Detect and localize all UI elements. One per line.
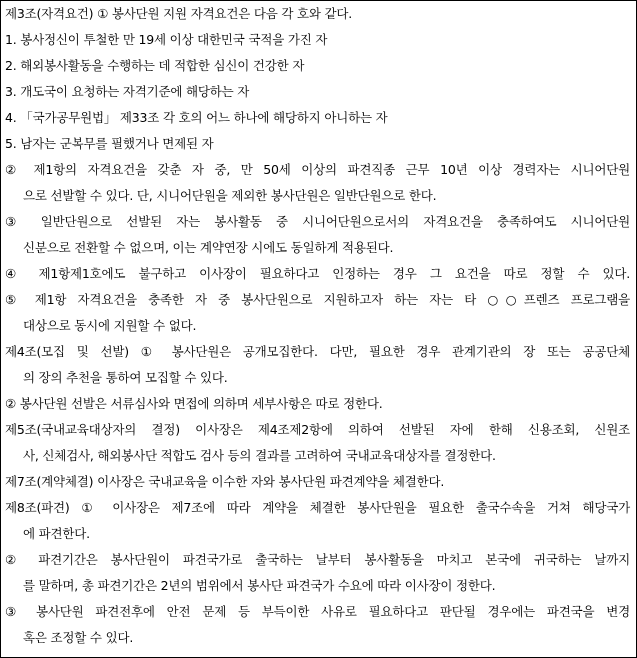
document-line: ⑤ 제1항 자격요건을 충족한 자 중 봉사단원으로 지원하고자 하는 자는 타 ○○프렌즈 프로그램을 [5,292,630,307]
document-line: ② 봉사단원 선발은 서류심사와 면접에 의하며 세부사항은 따로 정한다. [5,396,383,411]
document-line: ③ 일반단원으로 선발된 자는 봉사활동 중 시니어단원으로서의 자격요건을 충족하여도 시니어단원 [5,214,630,229]
document-line: 제3조(자격요건) ① 봉사단원 지원 자격요건은 다음 각 호와 같다. [5,6,353,21]
document-line: 의 장의 추천을 통하여 모집할 수 있다. [23,370,228,385]
document-line: 으로 선발할 수 있다. 단, 시니어단원을 제외한 봉사단원은 일반단원으로 한다. [23,188,437,203]
document-line: 제7조(계약체결) 이사장은 국내교육을 이수한 자와 봉사단원 파견계약을 체결한다. [5,474,445,489]
document-line: 혹은 조정할 수 있다. [23,630,134,645]
document-line: 4. 「국가공무원법」 제33조 각 호의 어느 하나에 해당하지 아니하는 자 [5,110,388,125]
document-line: ② 파견기간은 봉사단원이 파견국가로 출국하는 날부터 봉사활동을 마치고 본국에 귀국하는 날까지 [5,552,630,567]
document-line: ④ 제1항제1호에도 불구하고 이사장이 필요하다고 인정하는 경우 그 요건을 따로 정할 수 있다. [5,266,630,281]
document-line: 제4조(모집 및 선발) ① 봉사단원은 공개모집한다. 다만, 필요한 경우 관계기관의 장 또는 공공단체 [5,344,630,359]
document-line: 제5조(국내교육대상자의 결정) 이사장은 제4조제2항에 의하여 선발된 자에 한해 신용조회, 신원조 [5,422,630,437]
document-line: 제8조(파견) ① 이사장은 제7조에 따라 계약을 체결한 봉사단원을 필요한 출국수속을 거쳐 해당국가 [5,500,630,515]
document-line: 대상으로 동시에 지원할 수 없다. [23,318,197,333]
document-line: 를 말하며, 총 파견기간은 2년의 범위에서 봉사단 파견국가 수요에 따라 이사장이 정한다. [23,578,496,593]
document-line: 3. 개도국이 요청하는 자격기준에 해당하는 자 [5,84,250,99]
document-line: 신분으로 전환할 수 없으며, 이는 계약연장 시에도 동일하게 적용된다. [23,240,394,255]
document-line: 사, 신체검사, 해외봉사단 적합도 검사 등의 결과를 고려하여 국내교육대상자를 결정한다. [23,448,496,463]
document-line: 5. 남자는 군복무를 필했거나 면제된 자 [5,136,214,151]
document-line: ② 제1항의 자격요건을 갖춘 자 중, 만 50세 이상의 파견직종 근무 10년 이상 경력자는 시니어단원 [5,162,630,177]
document-line: 1. 봉사정신이 투철한 만 19세 이상 대한민국 국적을 가진 자 [5,32,328,47]
document-line: 에 파견한다. [23,526,90,541]
document-line: ③ 봉사단원 파견전후에 안전 문제 등 부득이한 사유로 필요하다고 판단될 경우에는 파견국을 변경 [5,604,630,619]
document-line: 2. 해외봉사활동을 수행하는 데 적합한 심신이 건강한 자 [5,58,305,73]
